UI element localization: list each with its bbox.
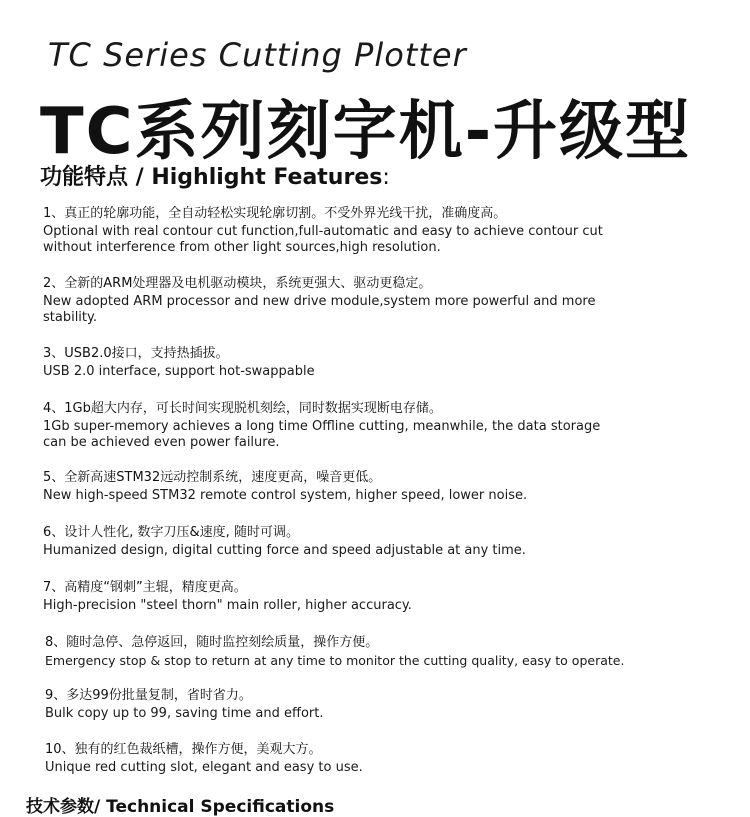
feature-item-10 — [45, 742, 725, 776]
features-heading — [40, 160, 390, 191]
feature-zh: 3、USB2.0接口，支持热插拔。 — [43, 346, 229, 361]
feature-zh: 5、全新高速STM32远动控制系统，速度更高，噪音更低。 — [43, 470, 382, 485]
feature-item-3 — [43, 346, 723, 380]
feature-en: Optional with real contour cut function,full-automatic and easy to achieve contour cut without interference from other light sources,high resolution. — [43, 224, 603, 255]
features-heading-colon: : — [382, 165, 390, 190]
feature-item-6 — [43, 525, 723, 559]
feature-zh: 7、高精度“钢刺”主辊，精度更高。 — [43, 580, 247, 595]
feature-zh: 8、随时急停、急停返回，随时监控刻绘质量，操作方便。 — [45, 635, 379, 650]
feature-zh: 2、全新的ARM处理器及电机驱动模块，系统更强大、驱动更稳定。 — [43, 276, 432, 291]
feature-en: New high-speed STM32 remote control system, higher speed, lower noise. — [43, 488, 528, 503]
feature-item-9 — [45, 688, 725, 722]
feature-zh: 9、多达99份批量复制，省时省力。 — [45, 688, 252, 703]
features-heading-label: 功能特点 / Highlight Features — [40, 165, 383, 190]
feature-item-4 — [43, 401, 723, 451]
page-title: TC系列刻字机-升级型 — [40, 95, 692, 169]
feature-zh: 4、1Gb超大内存，可长时间实现脱机刻绘，同时数据实现断电存储。 — [43, 401, 442, 416]
feature-en: New adopted ARM processor and new drive module,system more powerful and more stability. — [43, 294, 596, 325]
feature-en: 1Gb super-memory achieves a long time Offline cutting, meanwhile, the data storage can be achieved even power failure. — [43, 419, 601, 450]
feature-item-5 — [43, 470, 723, 504]
feature-item-8 — [45, 635, 725, 669]
feature-en: USB 2.0 interface, support hot-swappable — [43, 364, 315, 379]
feature-en: Unique red cutting slot, elegant and easy to use. — [45, 760, 363, 775]
feature-zh: 10、独有的红色裁纸槽，操作方便，美观大方。 — [45, 742, 322, 757]
feature-en: Bulk copy up to 99, saving time and effort. — [45, 706, 324, 721]
tech-specs-heading: 技术参数/ Technical Specifications — [26, 797, 335, 817]
feature-zh: 6、设计人性化, 数字刀压&速度, 随时可调。 — [43, 525, 299, 540]
feature-en: Humanized design, digital cutting force and speed adjustable at any time. — [43, 543, 526, 558]
feature-en: High-precision "steel thorn" main roller, higher accuracy. — [43, 598, 412, 613]
feature-item-2 — [43, 276, 723, 326]
feature-item-7 — [43, 580, 723, 614]
subtitle: TC Series Cutting Plotter — [48, 36, 467, 74]
feature-en: Emergency stop & stop to return at any time to monitor the cutting quality, easy to operate. — [45, 653, 625, 668]
feature-item-1 — [43, 206, 723, 256]
feature-zh: 1、真正的轮廓功能，全自动轻松实现轮廓切割。不受外界光线干扰，准确度高。 — [43, 206, 507, 221]
